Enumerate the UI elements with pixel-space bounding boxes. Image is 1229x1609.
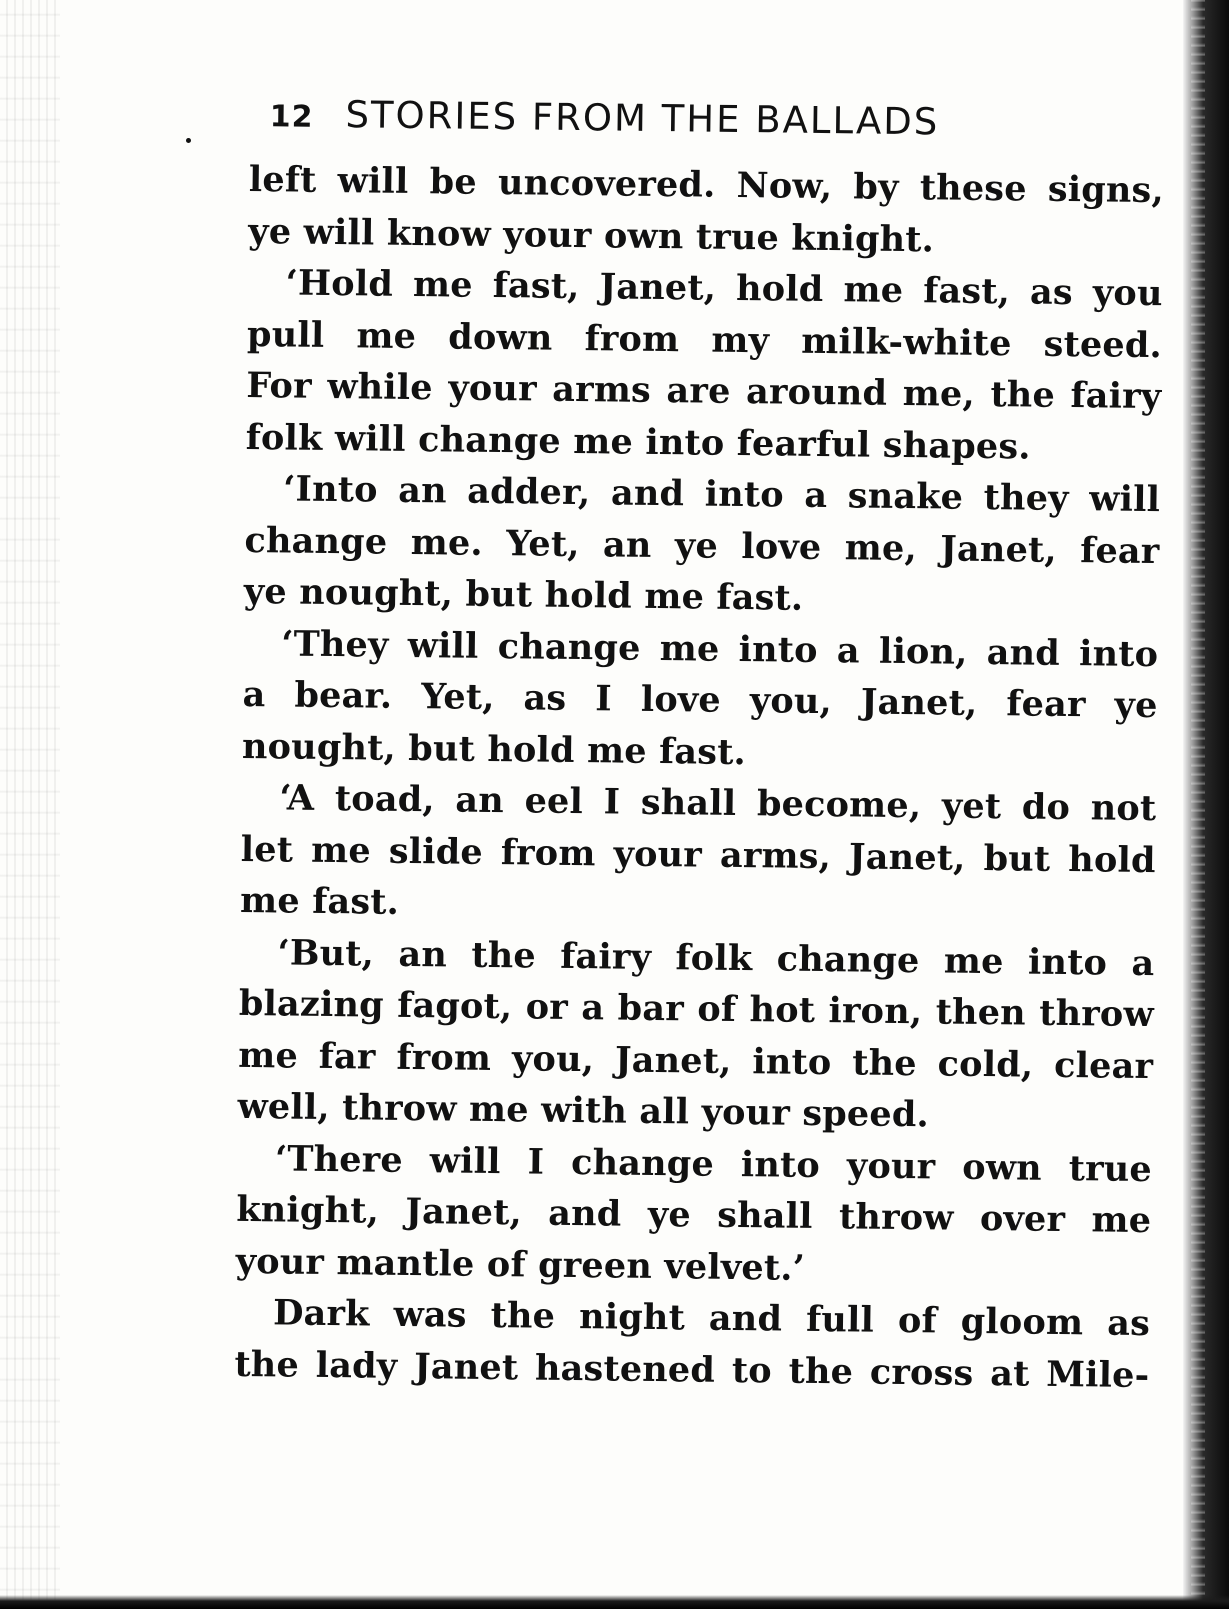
text-line: me far from you, Janet, into the cold, clear	[237, 1034, 1154, 1087]
bottom-edge-shadow	[0, 1595, 1229, 1609]
text-line: a bear. Yet, as I love you, Janet, fear ye	[242, 673, 1158, 727]
page-edge-shadow	[1183, 0, 1229, 1609]
running-header	[269, 92, 1165, 165]
text-line: change me. Yet, an ye love me, Janet, fear	[244, 519, 1160, 572]
running-title: STORIES FROM THE BALLADS	[345, 93, 940, 144]
text-line: pull me down from my milk-white steed.	[246, 313, 1163, 366]
text-line: the lady Janet hastened to the cross at Mile-	[234, 1343, 1150, 1396]
text-line: let me slide from your arms, Janet, but hold	[240, 828, 1156, 881]
text-line: blazing fagot, or a bar of hot iron, then throw	[238, 982, 1155, 1036]
text-line: ‘They will change me into a lion, and into	[281, 622, 1159, 675]
text-line: ‘There will I change into your own true	[274, 1137, 1153, 1190]
text-line: well, throw me with all your speed.	[237, 1085, 930, 1136]
text-line: nought, but hold me fast.	[241, 725, 747, 773]
page-text	[234, 92, 1165, 1401]
text-line: left will be uncovered. Now, by these signs,	[248, 158, 1165, 212]
text-line: ‘Into an adder, and into a snake they will	[282, 468, 1161, 521]
text-line: ye nought, but hold me fast.	[243, 570, 804, 619]
text-line: ‘But, an the fairy folk change me into a	[277, 931, 1155, 984]
text-line: ye will know your own true knight.	[248, 210, 935, 260]
text-line: your mantle of green velvet.’	[235, 1240, 806, 1289]
binding-edge	[0, 0, 60, 1609]
text-line: ‘A toad, an eel I shall become, yet do not	[279, 777, 1157, 830]
text-line: knight, Janet, and ye shall throw over me	[236, 1188, 1152, 1242]
text-line: ‘Hold me fast, Janet, hold me fast, as you	[285, 262, 1163, 315]
ink-speck	[186, 138, 191, 143]
text-line: me fast.	[239, 879, 400, 923]
text-line: For while your arms are around me, the fairy	[246, 364, 1162, 418]
text-line: folk will change me into fearful shapes.	[245, 416, 1031, 468]
text-line: Dark was the night and full of gloom as	[272, 1292, 1151, 1345]
page-number: 12	[269, 99, 314, 135]
